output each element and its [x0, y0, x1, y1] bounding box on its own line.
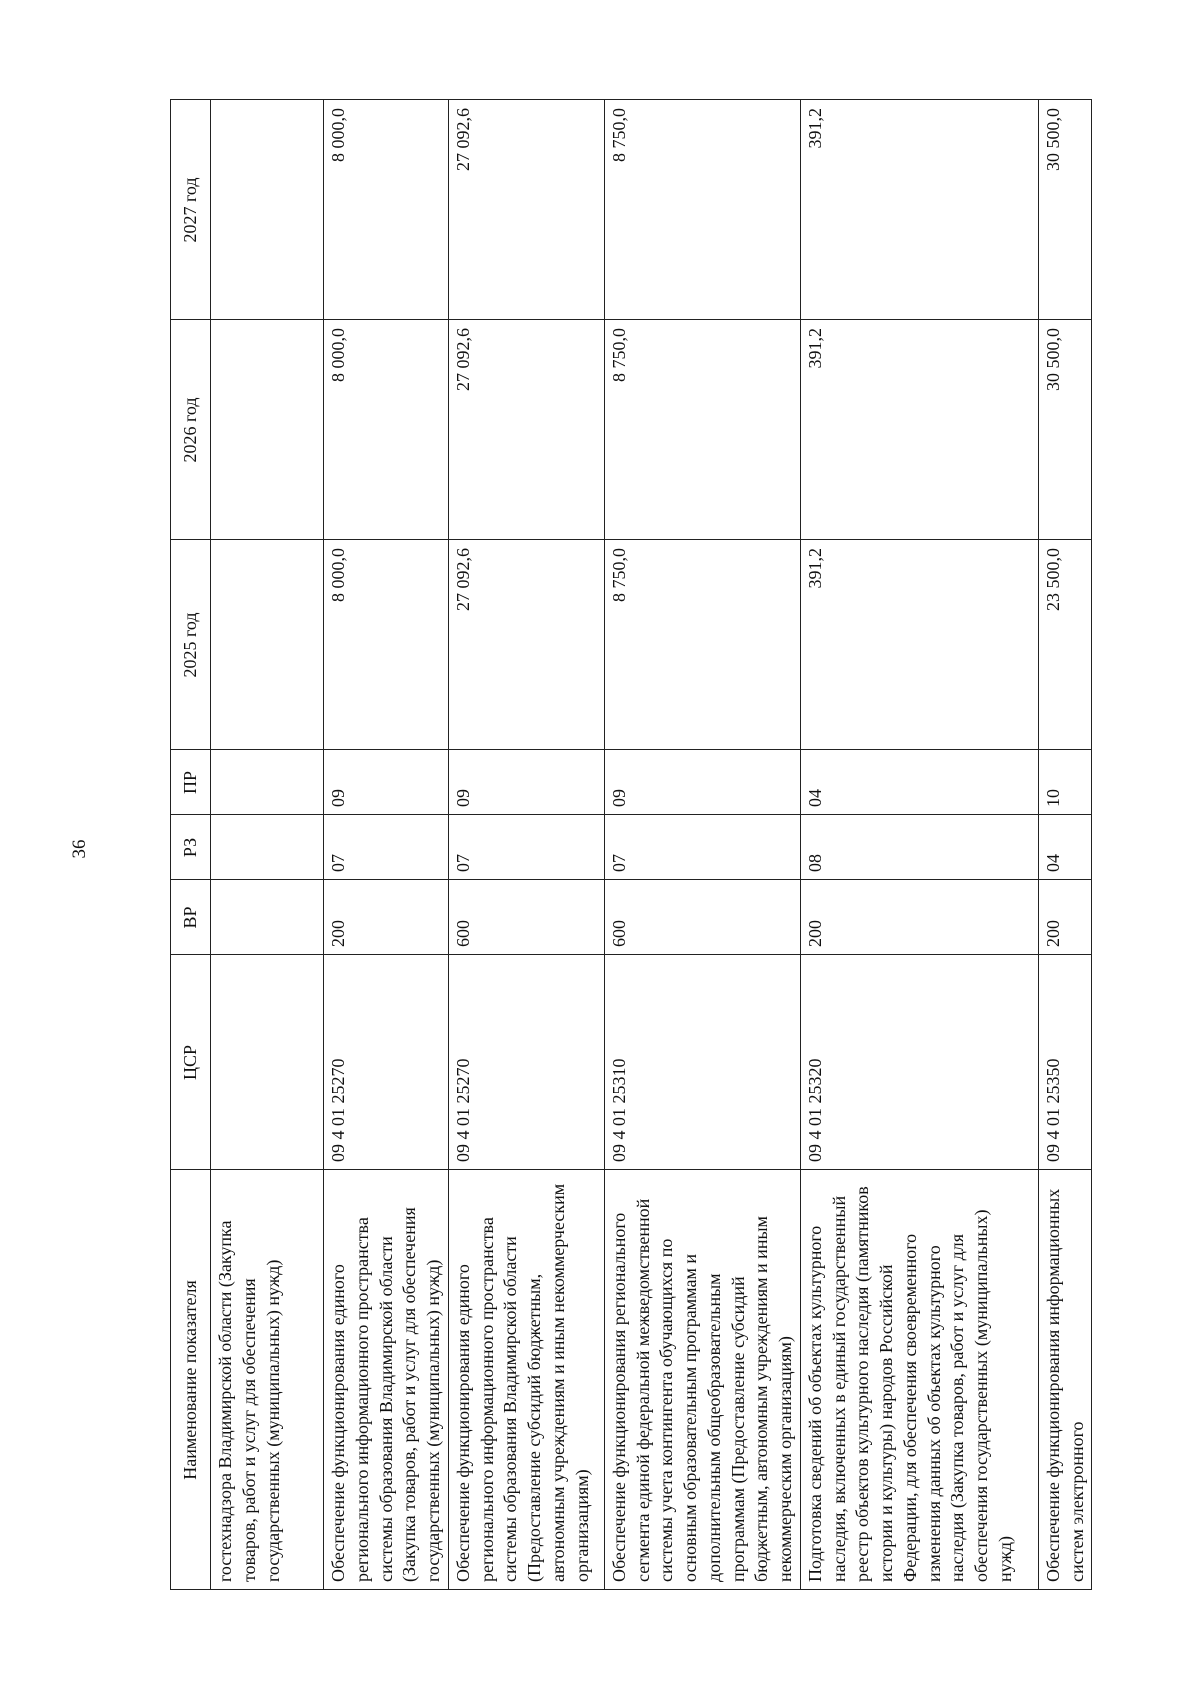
cell-rz: 04	[1038, 815, 1092, 880]
header-2026: 2026 год	[171, 320, 211, 540]
cell-vr: 200	[800, 880, 1038, 955]
cell-2027: 8 750,0	[604, 100, 800, 320]
table-row	[800, 100, 1038, 1590]
cell-name: Обеспечение функционирования регионального сегмента единой федеральной межведомственной системы учета контингента обучающихся по основным образовательным программам и дополнительным общеобразовательным программам (Предоставление субсидий бюджетным, автономным учреждениям и иным некоммерческим организациям)	[604, 1170, 800, 1590]
header-csr: ЦСР	[171, 955, 211, 1170]
cell-2026: 27 092,6	[448, 320, 604, 540]
header-rz: РЗ	[171, 815, 211, 880]
cell-2027: 27 092,6	[448, 100, 604, 320]
cell-2025: 391,2	[800, 540, 1038, 750]
cell-rz: 07	[448, 815, 604, 880]
cell-csr: 09 4 01 25270	[448, 955, 604, 1170]
cell-2026: 30 500,0	[1038, 320, 1092, 540]
cell-name: Подготовка сведений об объектах культурного наследия, включенных в единый государственный реестр объектов культурного наследия (памятников истории и культуры) народов Российской Федерации, для обеспечения своевременного изменения данных об объектах культурного наследия (Закупка товаров, работ и услуг для обеспечения государственных (муниципальных) нужд)	[800, 1170, 1038, 1590]
cell-csr: 09 4 01 25320	[800, 955, 1038, 1170]
cell-pr: 09	[448, 750, 604, 815]
cell-vr	[211, 880, 324, 955]
cell-csr: 09 4 01 25270	[324, 955, 449, 1170]
cell-csr	[211, 955, 324, 1170]
cell-rz	[211, 815, 324, 880]
table-row	[448, 100, 604, 1590]
cell-name: Обеспечение функционирования информационных систем электронного	[1038, 1170, 1092, 1590]
table-row	[604, 100, 800, 1590]
header-2025: 2025 год	[171, 540, 211, 750]
cell-2026: 391,2	[800, 320, 1038, 540]
cell-rz: 07	[324, 815, 449, 880]
header-2027: 2027 год	[171, 100, 211, 320]
cell-name: гостехнадзора Владимирской области (Закупка товаров, работ и услуг для обеспечения государственных (муниципальных) нужд)	[211, 1170, 324, 1590]
cell-2026: 8 750,0	[604, 320, 800, 540]
cell-2025	[211, 540, 324, 750]
cell-2027: 30 500,0	[1038, 100, 1092, 320]
cell-csr: 09 4 01 25310	[604, 955, 800, 1170]
cell-2025: 8 000,0	[324, 540, 449, 750]
table-header-row	[171, 100, 211, 1590]
budget-table-rotated	[170, 100, 1087, 1590]
cell-vr: 200	[1038, 880, 1092, 955]
cell-vr: 600	[448, 880, 604, 955]
page-number: 36	[69, 839, 90, 859]
cell-vr: 200	[324, 880, 449, 955]
cell-2025: 27 092,6	[448, 540, 604, 750]
cell-2025: 8 750,0	[604, 540, 800, 750]
header-name: Наименование показателя	[171, 1170, 211, 1590]
cell-pr	[211, 750, 324, 815]
table-row	[211, 100, 324, 1590]
cell-rz: 08	[800, 815, 1038, 880]
cell-rz: 07	[604, 815, 800, 880]
cell-pr: 09	[324, 750, 449, 815]
cell-2027: 391,2	[800, 100, 1038, 320]
table-row	[1038, 100, 1092, 1590]
cell-pr: 04	[800, 750, 1038, 815]
cell-2027: 8 000,0	[324, 100, 449, 320]
cell-pr: 10	[1038, 750, 1092, 815]
cell-2025: 23 500,0	[1038, 540, 1092, 750]
table-row	[324, 100, 449, 1590]
cell-vr: 600	[604, 880, 800, 955]
cell-2026	[211, 320, 324, 540]
cell-name: Обеспечение функционирования единого регионального информационного пространства системы образования Владимирской области (Предоставление субсидий бюджетным, автономным учреждениям и иным некоммерческим организациям)	[448, 1170, 604, 1590]
header-vr: ВР	[171, 880, 211, 955]
cell-2026: 8 000,0	[324, 320, 449, 540]
cell-2027	[211, 100, 324, 320]
cell-pr: 09	[604, 750, 800, 815]
cell-name: Обеспечение функционирования единого регионального информационного пространства системы образования Владимирской области (Закупка товаров, работ и услуг для обеспечения государственных (муниципальных) нужд)	[324, 1170, 449, 1590]
budget-table	[170, 99, 1092, 1590]
header-pr: ПР	[171, 750, 211, 815]
cell-csr: 09 4 01 25350	[1038, 955, 1092, 1170]
